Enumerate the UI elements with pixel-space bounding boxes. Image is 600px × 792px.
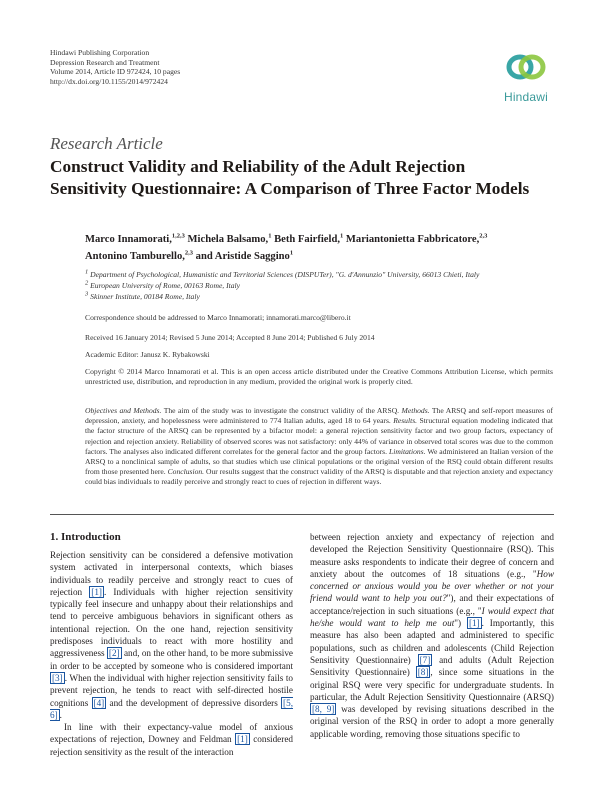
journal-header	[50, 48, 180, 86]
author-affil: 1	[289, 249, 294, 257]
text-column-left	[50, 549, 293, 758]
author-list	[85, 231, 555, 265]
copyright-notice: Copyright © 2014 Marco Innamorati et al. This is an open access article distributed under the Creative Commons Attribution License, which permits unrestricted use, distribution, and reproduction in any medium, provided the original work is properly cited.	[85, 367, 553, 386]
affiliation-2: $^2$ European University of Rome, 00163 Rome, Italy	[85, 279, 241, 290]
affiliation-3: $^3$ Skinner Institute, 00184 Rome, Italy	[85, 290, 200, 301]
text-column-right	[310, 531, 554, 740]
paper-title	[50, 156, 550, 200]
title-line-1: Construct Validity and Reliability of the Adult Rejection	[50, 157, 466, 176]
author-affil: 1	[268, 232, 272, 240]
citation-link[interactable]: [7]	[419, 654, 431, 665]
author-name: Michela Balsamo,	[184, 234, 269, 245]
section-heading: 1. Introduction	[50, 531, 121, 543]
citation-link[interactable]: [1]	[468, 618, 480, 629]
paragraph: In line with their expectancy-value model of anxious expectations of rejection, Downey and Feldman [1] considered rejection sensitivity as the result of the interaction	[50, 722, 293, 757]
abstract-label-methods: Methods.	[401, 406, 430, 415]
paragraph: Rejection sensitivity can be considered a defensive motivation system activated in interpersonal contexts, which biases individuals to readily perceive and strongly react to cues of rejection [1] . Individuals with higher rejection sensitivity typically feel insecure and unhappy about their relationships and tend to perceive ambiguous behaviors in significant others as intentional rejection. On the one hand, rejection sensitivity predisposes individuals to react with more hostility and aggressiveness [2] and, on the other hand, to be more submissive in order to be accepted by someone who is considered important [3] . When the individual with higher rejection sensitivity fails to prevent rejection, he tends to react with self-directed hostile cognitions [4] and the development of depressive disorders [5, 6] .	[50, 550, 294, 720]
academic-editor: Academic Editor: Janusz K. Rybakowski	[85, 350, 210, 359]
author-affil: 2,3	[479, 232, 488, 240]
author-name: and Aristide Saggino	[193, 251, 290, 262]
article-type: Research Article	[50, 134, 163, 153]
citation-link[interactable]: [3]	[52, 672, 63, 683]
paragraph: between rejection anxiety and expectancy of rejection and developed the Rejection Sensitivity Questionnaire (RSQ). This measure asks respondents to indicate their degree of concern and anxiety about the outcomes of 18 situations (e.g., "How concerned or anxious would you be over whether or not your friend would want to help you out?"), and their expectations of acceptance/rejection in such situations (e.g., "I would expect that he/she would want to help me out") [1] . Importantly, this measure has also been adapted and administered to specific populations, such as children and adolescents (Child Rejection Sensitivity Questionnaire) [7] and adults (Adult Rejection Sensitivity Questionnaire) [8] , since some situations in the original RSQ were very specific for undergraduate students. In particular, the Adult Rejection Sensitivity Questionnaire (ARSQ) [8, 9] was developed by revising situations described in the original version of the RSQ in order to adopt a more generally applicable wording, removing those situations specific to	[310, 532, 555, 739]
abstract-label-limitations: Limitations.	[389, 446, 426, 456]
author-affil: 1	[340, 232, 344, 240]
author-affil: 2,3	[184, 249, 194, 257]
citation-link[interactable]: [4]	[93, 697, 105, 708]
abstract-label-objectives: Objectives and Methods.	[85, 406, 162, 415]
section-divider	[50, 514, 554, 515]
abstract-label-conclusion: Conclusion.	[167, 467, 205, 477]
abstract: Objectives and Methods. The aim of the study was to investigate the construct validity of the ARSQ. Methods. The ARSQ and self-report measures of depression, anxiety, and hopelessness were administered to 774 Italian adults, aged 18 to 64 years. Results. Structural equation modeling indicated that the factor structure of the ARSQ can be represented by a bifactor model: a general rejection sensitivity factor and two group factors, expectancy of rejection and rejection anxiety. Reliability of observed scores was not satisfactory: only 44% of variance in observed total scores was due to the common factors. The analyses also indicated different correlates for the general factor and the group factors. Limitations. We administered an Italian version of the ARSQ to a nonclinical sample of adults, so that studies which use clinical populations or the original version of the RSQ could obtain different results from those presented here. Conclusion. Our results suggest that the construct validity of the ARSQ is disputable and that rejection anxiety and expectancy could bias individuals to readily perceive and strongly react to cues of rejection in different ways.	[85, 406, 554, 487]
author-name: Beth Fairfield,	[271, 234, 340, 245]
citation-link[interactable]: [5, 6]	[50, 697, 293, 720]
citation-link[interactable]: [8]	[417, 667, 429, 678]
author-affil: 1,2,3	[171, 232, 185, 240]
correspondence: Correspondence should be addressed to Marco Innamorati; innamorati.marco@libero.it	[85, 313, 351, 322]
logo-text: Hindawi	[503, 90, 549, 104]
journal-name: Depression Research and Treatment	[50, 57, 160, 67]
title-line-2: Sensitivity Questionnaire: A Comparison of Three Factor Models	[50, 179, 530, 198]
citation-link[interactable]: [8, 9]	[312, 704, 335, 715]
author-name: Marco Innamorati,	[85, 234, 172, 245]
author-name: Mariantonietta Fabbricatore,	[343, 234, 480, 245]
abstract-label-results: Results.	[393, 416, 418, 426]
volume-info: Volume 2014, Article ID 972424, 10 pages	[50, 67, 181, 77]
citation-link[interactable]: [1]	[237, 734, 248, 745]
article-dates: Received 16 January 2014; Revised 5 June 2014; Accepted 8 June 2014; Published 6 July 2014	[85, 333, 375, 342]
publisher-name: Hindawi Publishing Corporation	[50, 48, 150, 57]
citation-link[interactable]: [2]	[108, 648, 120, 659]
doi-link[interactable]: http://dx.doi.org/10.1155/2014/972424	[50, 76, 168, 86]
citation-link[interactable]: [1]	[91, 586, 102, 597]
author-name: Antonino Tamburello,	[85, 251, 185, 262]
affiliation-1: $^1$ Department of Psychological, Humanistic and Territorial Sciences (DISPUTer), "G. d'Annunzio" University, 66013 Chieti, Italy	[85, 268, 480, 279]
